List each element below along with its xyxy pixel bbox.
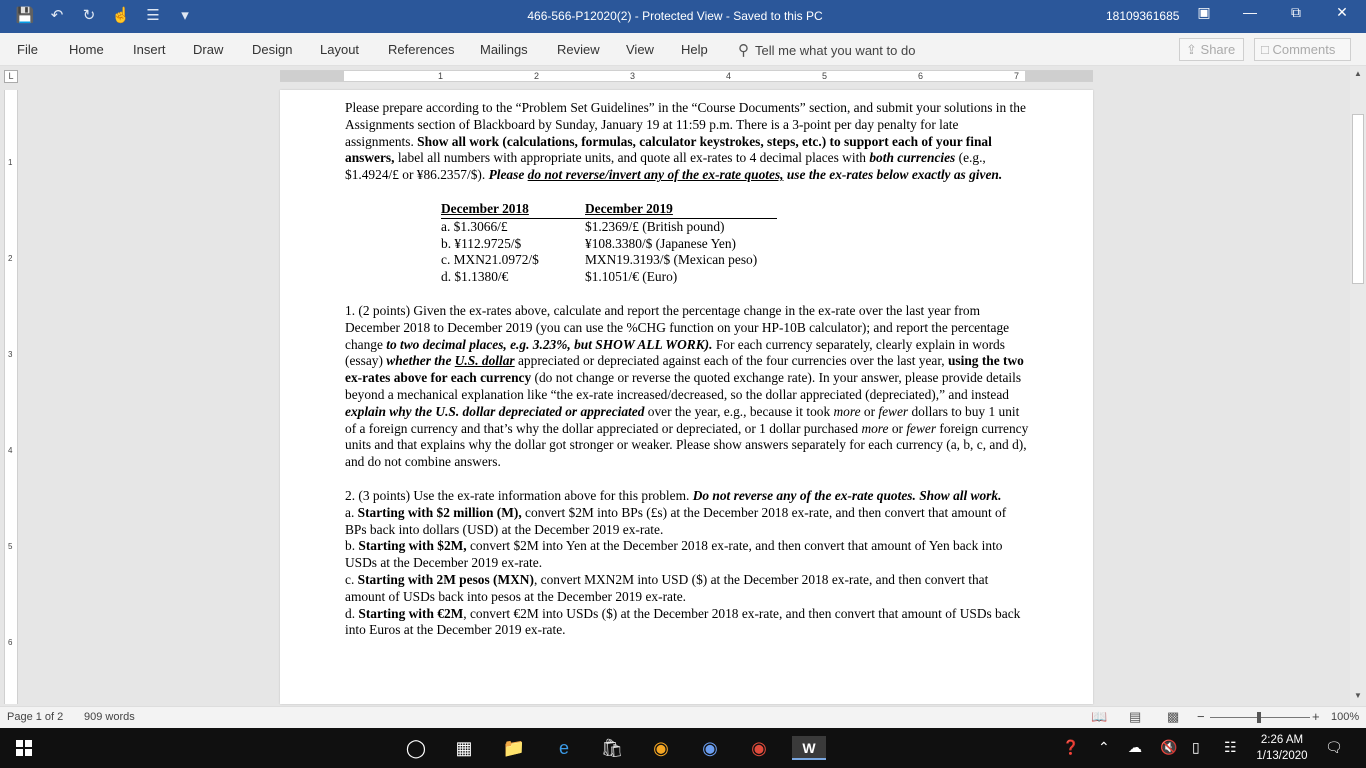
table-cell: a. $1.3066/£ [441,218,508,234]
undo-icon[interactable]: ↶ [50,7,64,24]
table-row [441,252,777,269]
battery-icon[interactable]: ▯ [1192,739,1200,755]
question-2b: b. Starting with $2M, convert $2M into Yen at the December 2018 ex-rate, and then convert that amount of Yen back into USDs at the December 2019 ex-rate. [345,538,1003,571]
ribbon-display-options-icon[interactable]: ▣ [1197,4,1211,20]
tab-references[interactable]: References [388,42,455,57]
clock-date: 1/13/2020 [1256,750,1308,762]
table-row [441,236,777,253]
question-2a: a. Starting with $2 million (M), convert $2M into BPs (£s) at the December 2018 ex-rate, and then convert that amount of BPs back into dollars (USD) at the December 2019 ex-rate. [345,504,1007,537]
table-cell: $1.2369/£ (British pound) [585,218,725,234]
read-mode-icon[interactable]: 📖 [1091,709,1108,724]
right-margin-area [1025,71,1093,81]
cortana-icon[interactable]: ◯ [405,738,427,758]
document-body[interactable] [345,100,1030,639]
windows-start-icon[interactable] [16,740,32,756]
ribbon-tabs [0,33,1366,66]
tab-mailings[interactable]: Mailings [480,42,528,57]
table-row [441,269,777,286]
print-layout-icon[interactable]: ▤ [1129,709,1142,724]
comments-button[interactable] [1254,38,1351,61]
comment-icon: □ [1261,42,1269,57]
zoom-slider-handle[interactable] [1257,712,1261,723]
ex-rates-table [441,201,777,286]
redo-icon[interactable]: ↻ [82,7,96,24]
tab-design[interactable]: Design [252,42,293,57]
ruler-number: 2 [8,254,13,263]
scroll-up-icon[interactable]: ▲ [1354,69,1362,78]
question-2d: d. Starting with €2M, convert €2M into USDs ($) at the December 2018 ex-rate, and then convert that amount of USDs back into Euros at the December 2019 ex-rate. [345,605,1021,638]
share-icon: ⇪ [1186,42,1197,57]
ruler-number: 7 [1014,71,1020,81]
tab-draw[interactable]: Draw [193,42,224,57]
edge-icon[interactable]: e [558,738,569,758]
ruler-number: 1 [438,71,444,81]
zoom-in-button[interactable]: + [1312,709,1320,724]
ruler-number: 4 [8,446,13,455]
close-button[interactable]: ✕ [1336,4,1348,20]
tell-me-text: Tell me what you want to do [755,43,916,58]
instructions-paragraph: Please prepare according to the “Problem Set Guidelines” in the “Course Documents” section, and submit your solutions in the Assignments section of Blackboard by Sunday, January 19 at 11:59 p.m. There is a 3-point per day penalty for late assignments. Show all work (calculations, formulas, calculator keystrokes, steps, etc.) to support each of your final answers, label all numbers with appropriate units, and quote all ex-rates to 4 decimal places with both currencies (e.g., $1.4924/£ or ¥86.2357/$). Please do not reverse/invert any of the ex-rate quotes, use the ex-rates below exactly as given. [345,100,1026,183]
table-cell: d. $1.1380/€ [441,269,509,285]
question-2: 2. (3 points) Use the ex-rate information above for this problem. Do not reverse any of the ex-rate quotes. Show all work. [345,487,1002,503]
table-cell: $1.1051/€ (Euro) [585,269,678,285]
tab-layout[interactable]: Layout [320,42,360,57]
vertical-scrollbar[interactable] [1350,66,1366,706]
volume-muted-icon[interactable]: 🔇 [1160,739,1178,755]
user-account[interactable]: 18109361685 [1106,9,1180,23]
task-view-icon[interactable]: ▦ [455,738,473,758]
ruler-number: 6 [918,71,924,81]
status-bar [0,706,1366,728]
ruler-number: 3 [8,350,13,359]
tab-view[interactable]: View [626,42,654,57]
zoom-level[interactable]: 100% [1331,711,1360,723]
ruler-number: 3 [630,71,636,81]
save-icon[interactable]: 💾 [15,7,35,24]
system-clock[interactable] [1254,732,1310,764]
title-bar [0,0,1366,33]
tell-me-box[interactable] [738,41,915,59]
app-icon[interactable]: ◉ [653,738,669,758]
minimize-button[interactable]: — [1243,4,1257,20]
show-hidden-icons-icon[interactable]: ⌃ [1098,739,1110,755]
table-cell: c. MXN21.0972/$ [441,252,539,268]
question-1: 1. (2 points) Given the ex-rates above, calculate and report the percentage change in the ex-rate over the last year from December 2018 to December 2019 (you can use the %CHG function on your HP-10B calculator); and report the percentage change to two decimal places, e.g. 3.23%, but SHOW ALL WORK). For each currency separately, clearly explain in words (essay) whether the U.S. dollar appreciated or depreciated against each of the four currencies over the last year, using the two ex-rates above for each currency (do not change or reverse the quoted exchange rate). In your answer, please provide details beyond a mechanical explanation like “the ex-rate increased/decreased, so the dollar appreciated (depreciated),” and instead explain why the U.S. dollar depreciated or appreciated over the year, e.g., because it took more or fewer dollars to buy 1 unit of a foreign currency and that’s why the dollar appreciated or depreciated, or 1 dollar purchased more or fewer foreign currency units and that explains why the dollar got stronger or weaker. Please show answers separately for each currency (a, b, c, and d), and do not combine answers. [345,302,1029,470]
table-cell: b. ¥112.9725/$ [441,235,522,251]
horizontal-ruler[interactable] [280,70,1093,82]
tab-help[interactable]: Help [681,42,708,57]
web-layout-icon[interactable]: ▩ [1167,709,1180,724]
restore-button[interactable]: ⧉ [1291,4,1301,20]
action-center-icon[interactable]: 🗨 [1325,739,1343,755]
scroll-down-icon[interactable]: ▼ [1354,691,1362,700]
chrome-icon[interactable]: ◉ [751,738,767,758]
bullets-icon[interactable]: ☰ [146,7,160,24]
ruler-number: 5 [8,542,13,551]
table-cell: ¥108.3380/$ (Japanese Yen) [585,235,736,251]
column-header: December 2018 [441,200,529,216]
word-taskbar-icon[interactable]: W [792,736,826,760]
chromium-icon[interactable]: ◉ [702,738,718,758]
ruler-number: 4 [726,71,732,81]
column-header: December 2019 [585,200,673,216]
onedrive-icon[interactable]: ☁ [1128,739,1142,755]
store-icon[interactable]: 🛍 [600,738,624,758]
help-icon[interactable]: ❓ [1062,739,1080,755]
file-explorer-icon[interactable]: 📁 [502,738,526,758]
tab-review[interactable]: Review [557,42,600,57]
table-cell: MXN19.3193/$ (Mexican peso) [585,252,758,268]
ruler-number: 2 [534,71,540,81]
clock-time: 2:26 AM [1260,734,1304,746]
share-button[interactable] [1179,38,1244,61]
wifi-icon[interactable]: ☷ [1224,739,1237,755]
page-count[interactable]: Page 1 of 2 [7,711,64,723]
zoom-out-button[interactable]: − [1197,709,1205,724]
window-title: 466-566-P12020(2) - Protected View - Saved to this PC [527,9,823,23]
ruler-number: 6 [8,638,13,647]
tab-selector[interactable]: L [4,70,18,83]
customize-qat-icon[interactable]: ▾ [181,7,189,24]
touch-mode-icon[interactable]: ☝ [111,7,131,24]
vertical-ruler[interactable] [4,90,18,704]
question-2c: c. Starting with 2M pesos (MXN), convert MXN2M into USD ($) at the December 2018 ex-rate, and then convert that amount of USDs back into pesos at the December 2019 ex-rate. [345,571,989,604]
table-row [441,219,777,236]
ex-rates-header [441,201,777,219]
left-margin-area [280,71,344,81]
tab-file[interactable]: File [17,42,38,57]
share-label: Share [1200,42,1236,57]
ruler-number: 1 [8,158,13,167]
tab-home[interactable]: Home [69,42,104,57]
taskbar [0,728,1366,768]
scroll-thumb[interactable] [1352,114,1364,284]
word-count[interactable]: 909 words [84,711,135,723]
lightbulb-search-icon: ⚲ [738,42,749,59]
ruler-number: 5 [822,71,828,81]
document-page[interactable] [280,90,1093,704]
tab-insert[interactable]: Insert [133,42,166,57]
comments-label: Comments [1272,42,1336,57]
